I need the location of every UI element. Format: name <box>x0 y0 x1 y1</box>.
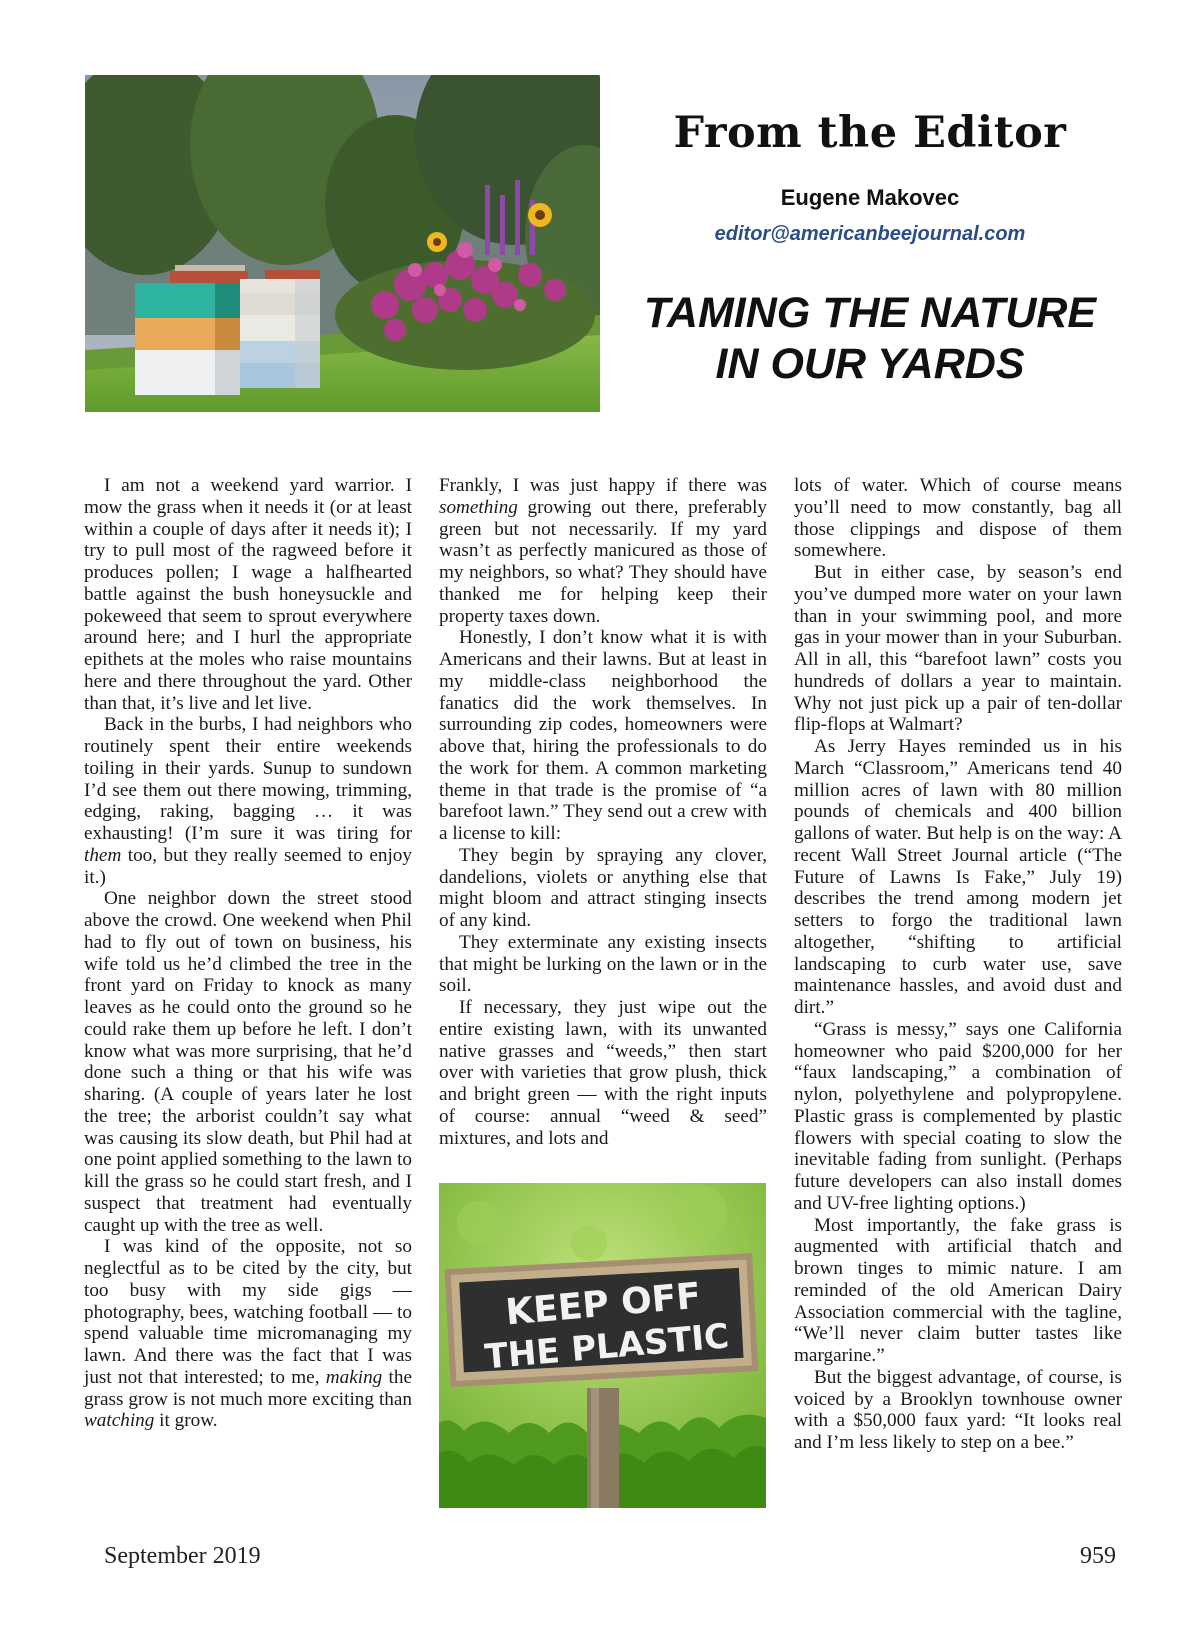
paragraph: Honestly, I don’t know what it is with Americans and their lawns. But at least in my middle-class neighborhood the fanatics did the work themselves. In surrounding zip codes, homeowners were above that, hiring the professionals to do the work for them. A common marketing theme in that trade is the promise of “a barefoot lawn.” They send out a crew with a license to kill: <box>439 627 767 844</box>
paragraph: lots of water. Which of course means you’ll need to mow constantly, bag all those clippings and dispose of them somewhere. <box>794 475 1122 562</box>
emphasis: making <box>325 1366 383 1388</box>
paragraph: If necessary, they just wipe out the entire existing lawn, with its unwanted native grasses and “weeds,” then start over with varieties that grow plush, thick and bright green — with the right inputs of course: annual “weed & seed” mixtures, and lots and <box>439 997 767 1149</box>
paragraph: They exterminate any existing insects that might be lurking on the lawn or in the soil. <box>439 931 767 997</box>
text-run: Back in the burbs, I had neighbors who routinely spent their entire weekends toiling in their yards. Sunup to sundown I’d see them out there mowing, trimming, edging, raking, bagging … it was exhausting! (I’m sure it was tiring for <box>84 714 412 844</box>
keep-off-sign-illustration <box>439 1183 766 1508</box>
emphasis: something <box>439 496 518 518</box>
paragraph: Most importantly, the fake grass is augmented with artificial thatch and brown tinges to mimic nature. I am reminded of the old American Dairy Association commercial with the tagline, “We’ll never claim butter tastes like margarine.” <box>794 1214 1122 1366</box>
article-title <box>620 288 1120 389</box>
article-header <box>620 110 1120 390</box>
paragraph: But in either case, by season’s end you’ve dumped more water on your lawn than in your swimming pool, and more gas in your mower than in your Suburban. All in all, this “barefoot lawn” costs you hundreds of dollars a year to maintain. Why not just pick up a pair of ten-dollar flip-flops at Walmart? <box>794 562 1122 736</box>
text-run: too, but they really seemed to enjoy it.) <box>84 844 412 888</box>
page-number: 959 <box>1080 1543 1116 1569</box>
paragraph: “Grass is messy,” says one California homeowner who paid $200,000 for her “faux landscaping,” a combination of nylon, polyethylene and polypropylene. Plastic grass is complemented by plastic flowers with special coating to slow the inevitable fading from sunlight. (Perhaps future developers can also install domes and UV-free lighting options.) <box>794 1018 1122 1214</box>
text-run: Frankly, I was just happy if there was <box>439 475 767 496</box>
hero-photo-beehives <box>85 75 600 412</box>
text-column-2 <box>439 475 767 1149</box>
sign-photo-keep-off <box>439 1183 766 1508</box>
text-run: growing out there, preferably green but not necessarily. If my yard wasn’t as perfectly manicured as those of my neighbors, so what? They should have thanked me for helping keep their property taxes down. <box>439 496 767 627</box>
emphasis: watching <box>84 1410 155 1432</box>
text-run: I was kind of the opposite, not so neglectful as to be cited by the city, but too busy with my side gigs — photography, bees, watching football — to spend valuable time micromanaging my lawn. And there was the fact that I was just not that interested; to me, <box>84 1236 412 1388</box>
paragraph <box>84 1236 412 1432</box>
text-run: it grow. <box>154 1410 218 1432</box>
footer-date: September 2019 <box>104 1543 261 1569</box>
text-column-1 <box>84 475 412 1432</box>
paragraph <box>84 714 412 888</box>
text-run: the grass grow is not much more exciting than <box>84 1366 413 1410</box>
paragraph: One neighbor down the street stood above the crowd. One weekend when Phil had to fly out of town on business, his wife told us he’d climbed the tree in the front yard on Friday to knock as many leaves as he could onto the ground so he could rake them up before he left. I don’t know what was more surprising, that he’d done such a thing or that his wife was sharing. (A couple of years later he lost the tree; the arborist couldn’t say what was causing its slow death, but Phil had at one point applied something to the lawn to kill the grass so he could start fresh, and I suspect that treatment had eventually caught up with the tree as well. <box>84 888 412 1236</box>
paragraph <box>439 475 767 627</box>
sign-text-line-1: KEEP OFF <box>503 1275 703 1334</box>
article-title-line-1: TAMING THE NATURE <box>643 289 1097 338</box>
text-column-3 <box>794 475 1122 1454</box>
beehives-illustration <box>85 75 600 412</box>
author-email[interactable]: editor@americanbeejournal.com <box>714 223 1026 246</box>
author-name: Eugene Makovec <box>780 185 960 211</box>
sign-text-line-2: THE PLASTIC <box>483 1316 731 1378</box>
section-title: From the Editor <box>673 108 1067 158</box>
emphasis: them <box>84 844 122 866</box>
paragraph: But the biggest advantage, of course, is voiced by a Brooklyn townhouse owner with a $50,000 faux yard: “It looks real and I’m less likely to step on a bee.” <box>794 1366 1122 1453</box>
paragraph: I am not a weekend yard warrior. I mow the grass when it needs it (or at least within a couple of days after it needs it); I try to pull most of the ragweed before it produces pollen; I wage a halfhearted battle against the bush honeysuckle and pokeweed that seem to sprout everywhere around here; and I hurl the appropriate epithets at the moles who raise mountains here and there throughout the yard. Other than that, it’s live and let live. <box>84 475 412 714</box>
article-title-line-2: IN OUR YARDS <box>715 340 1025 389</box>
paragraph: As Jerry Hayes reminded us in his March “Classroom,” Americans tend 40 million acres of lawn with 80 million pounds of chemicals and 400 billion gallons of water. But help is on the way: A recent Wall Street Journal article (“The Future of Lawns Is Fake,” July 19) describes the trend among modern jet setters to forgo the traditional lawn altogether, “shifting to artificial landscaping to curb water use, save maintenance hassles, and avoid dust and dirt.” <box>794 736 1122 1018</box>
paragraph: They begin by spraying any clover, dandelions, violets or anything else that might bloom and attract stinging insects of any kind. <box>439 844 767 931</box>
